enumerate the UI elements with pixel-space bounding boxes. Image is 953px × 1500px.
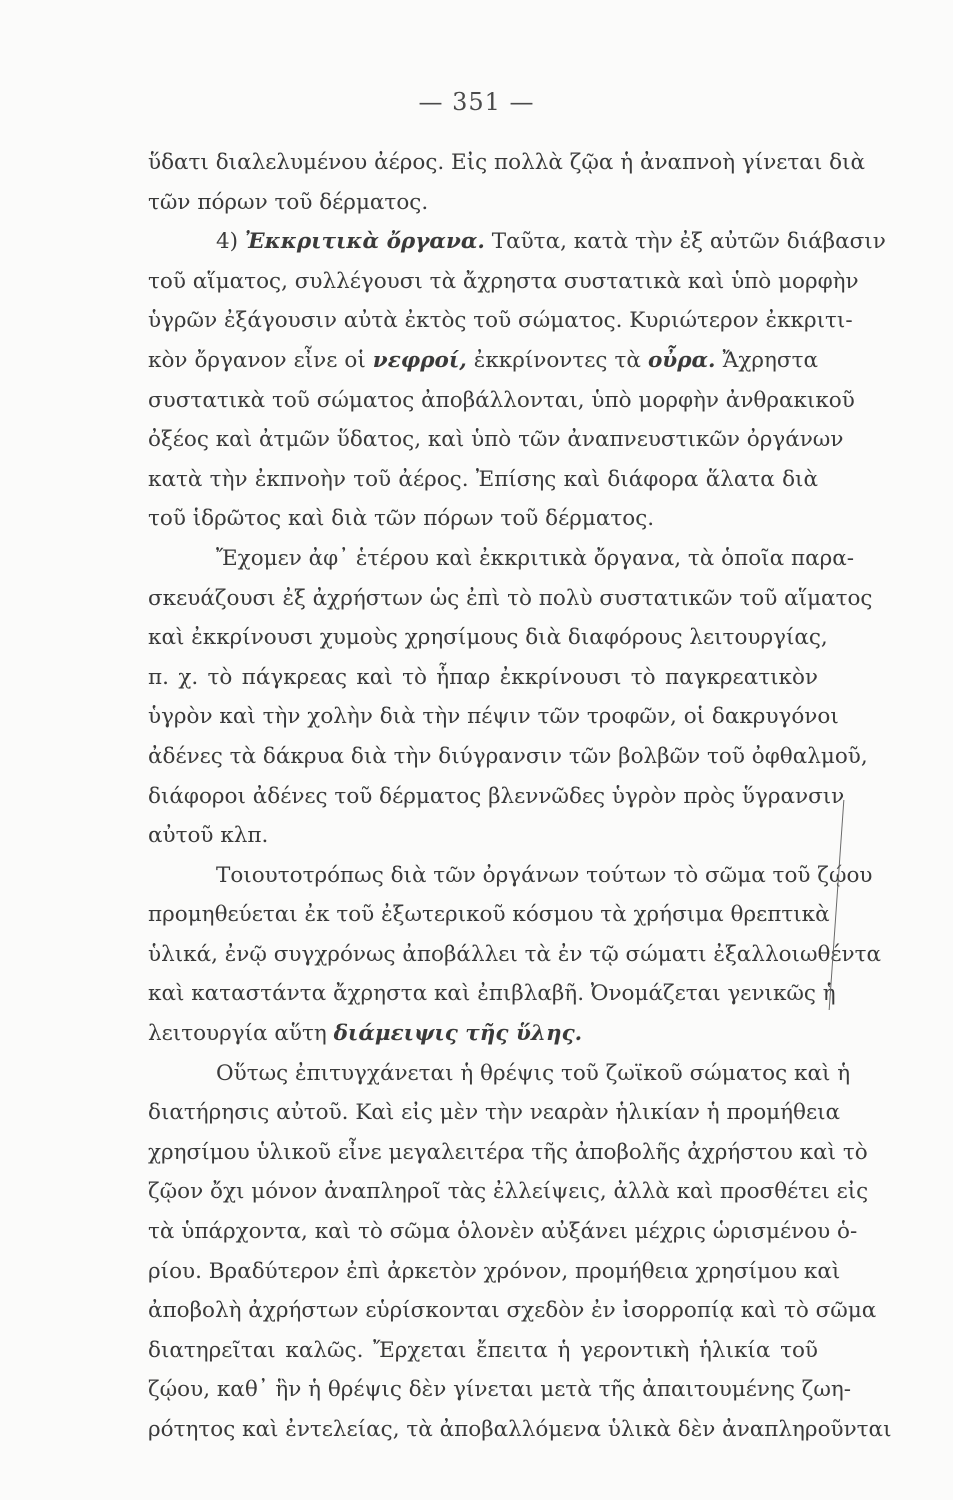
text-line: [148, 1014, 818, 1054]
text-run: ζῷον ὄχι μόνον ἀναπληροῖ τὰς ἐλλείψεις, ἀλλὰ καὶ προσθέτει εἰς: [148, 1179, 869, 1205]
text-run: κατὰ τὴν ἐκπνοὴν τοῦ ἀέρος. Ἐπίσης καὶ διάφορα ἅλατα διὰ: [148, 466, 818, 492]
text-run: διάφοροι ἀδένες τοῦ δέρματος βλεννῶδες ὑγρὸν πρὸς ὕγρανσιν: [148, 783, 845, 809]
text-run: Οὕτως ἐπιτυγχάνεται ἡ θρέψις τοῦ ζωϊκοῦ σώματος καὶ ἡ: [216, 1060, 851, 1086]
margin-pencil-mark: [829, 800, 859, 1010]
text-line: [148, 579, 873, 619]
text-line: [148, 341, 818, 381]
emphasized-term: διάμειψις τῆς ὕλης.: [333, 1021, 583, 1047]
text-run: διατηρεῖται καλῶς. Ἔρχεται ἔπειτα ἡ γεροντικὴ ἡλικία τοῦ: [148, 1337, 818, 1363]
text-line: [148, 183, 818, 223]
text-line: [148, 1093, 841, 1133]
text-line: [148, 658, 818, 698]
text-line: [148, 856, 873, 896]
text-run: διατήρησις αὐτοῦ. Καὶ εἰς μὲν τὴν νεαρὰν ἡλικίαν ἡ προμήθεια: [148, 1100, 841, 1126]
text-line: [148, 420, 844, 460]
text-line: [148, 974, 836, 1014]
text-run: ἐκκρίνοντες τὰ: [466, 347, 648, 373]
text-run: Ἄχρηστα: [715, 347, 818, 373]
text-run: χρησίμου ὑλικοῦ εἶνε μεγαλειτέρα τῆς ἀποβολῆς ἀχρήστου καὶ τὸ: [148, 1139, 868, 1165]
text-run: ὀξέος καὶ ἀτμῶν ὕδατος, καὶ ὑπὸ τῶν ἀναπνευστικῶν ὀργάνων: [148, 427, 844, 453]
text-run: ζῴου, καθ᾽ ἣν ἡ θρέψις δὲν γίνεται μετὰ τῆς ἀπαιτουμένης ζωη-: [148, 1377, 852, 1403]
page-number: — 351 —: [418, 88, 535, 116]
text-line: [148, 1054, 851, 1094]
text-run: καὶ καταστάντα ἄχρηστα καὶ ἐπιβλαβῆ. Ὀνομάζεται γενικῶς ἡ: [148, 981, 836, 1007]
text-line: [148, 143, 865, 183]
text-run: προμηθεύεται ἐκ τοῦ ἐξωτερικοῦ κόσμου τὰ χρήσιμα θρεπτικὰ: [148, 902, 830, 928]
text-line: [148, 1252, 841, 1292]
text-run: αὐτοῦ κλπ.: [148, 823, 269, 849]
text-run: συστατικὰ τοῦ σώματος ἀποβάλλονται, ὑπὸ μορφὴν ἀνθρακικοῦ: [148, 387, 855, 413]
text-line: [148, 1331, 818, 1371]
text-line: [148, 895, 830, 935]
text-run: λειτουργία αὕτη: [148, 1021, 334, 1047]
text-line: [148, 737, 868, 777]
text-line: [148, 262, 859, 302]
text-run: 4): [216, 229, 245, 255]
text-run: καὶ ἐκκρίνουσι χυμοὺς χρησίμους διὰ διαφόρους λειτουργίας,: [148, 625, 828, 651]
text-run: ἀδένες τὰ δάκρυα διὰ τὴν διύγρανσιν τῶν βολβῶν τοῦ ὀφθαλμοῦ,: [148, 743, 868, 769]
body-text: [148, 143, 892, 1450]
text-line: [148, 381, 855, 421]
emphasized-term: Ἐκκριτικὰ ὄργανα.: [244, 229, 485, 255]
text-line: [148, 301, 853, 341]
text-line: [148, 816, 818, 856]
text-run: Ἔχομεν ἀφ᾽ ἑτέρου καὶ ἐκκριτικὰ ὄργανα, τὰ ὁποῖα παρα-: [216, 545, 855, 571]
text-line: [148, 618, 828, 658]
text-line: [148, 222, 886, 262]
text-run: π. χ. τὸ πάγκρεας καὶ τὸ ἧπαρ ἐκκρίνουσι τὸ παγκρεατικὸν: [148, 664, 818, 690]
text-run: τὰ ὑπάρχοντα, καὶ τὸ σῶμα ὁλονὲν αὐξάνει μέχρις ὡρισμένου ὁ-: [148, 1219, 858, 1245]
text-run: ὑγρὸν καὶ τὴν χολὴν διὰ τὴν πέψιν τῶν τροφῶν, οἱ δακρυγόνοι: [148, 704, 839, 730]
text-run: ὑλικά, ἐνῷ συγχρόνως ἀποβάλλει τὰ ἐν τῷ σώματι ἐξαλλοιωθέντα: [148, 941, 882, 967]
text-line: [148, 777, 845, 817]
text-run: ρίου. Βραδύτερον ἐπὶ ἀρκετὸν χρόνον, προμήθεια χρησίμου καὶ: [148, 1258, 841, 1284]
text-run: ἀποβολὴ ἀχρήστων εὑρίσκονται σχεδὸν ἐν ἰσορροπίᾳ καὶ τὸ σῶμα: [148, 1298, 877, 1324]
text-line: [148, 935, 882, 975]
text-run: ρότητος καὶ ἐντελείας, τὰ ἀποβαλλόμενα ὑλικὰ δὲν ἀναπληροῦνται: [148, 1417, 892, 1442]
text-line: [148, 499, 818, 539]
text-line: [148, 539, 855, 579]
text-run: σκευάζουσι ἐξ ἀχρήστων ὡς ἐπὶ τὸ πολὺ συστατικῶν τοῦ αἵματος: [148, 585, 873, 611]
text-line: [148, 1172, 869, 1212]
emphasized-term: νεφροί,: [372, 347, 467, 373]
text-run: Τοιουτοτρόπως διὰ τῶν ὀργάνων τούτων τὸ σῶμα τοῦ ζῴου: [216, 862, 873, 888]
text-run: κὸν ὄργανον εἶνε οἱ: [148, 347, 373, 373]
text-line: [148, 1410, 892, 1450]
text-line: [148, 460, 818, 500]
text-run: τῶν πόρων τοῦ δέρματος.: [148, 189, 429, 215]
text-line: [148, 1291, 877, 1331]
text-run: Ταῦτα, κατὰ τὴν ἐξ αὐτῶν διάβασιν: [484, 229, 886, 255]
text-run: ὕδατι διαλελυμένου ἀέρος. Εἰς πολλὰ ζῷα ἡ ἀναπνοὴ γίνεται διὰ: [148, 150, 865, 175]
text-run: ὑγρῶν ἐξάγουσιν αὐτὰ ἐκτὸς τοῦ σώματος. Κυριώτερον ἐκκριτι-: [148, 308, 853, 334]
text-line: [148, 1212, 858, 1252]
text-line: [148, 1133, 868, 1173]
text-run: τοῦ αἵματος, συλλέγουσι τὰ ἄχρηστα συστατικὰ καὶ ὑπὸ μορφὴν: [148, 268, 859, 294]
text-line: [148, 1370, 852, 1410]
emphasized-term: οὖρα.: [647, 347, 716, 373]
text-run: τοῦ ἱδρῶτος καὶ διὰ τῶν πόρων τοῦ δέρματος.: [148, 506, 655, 532]
text-line: [148, 697, 839, 737]
